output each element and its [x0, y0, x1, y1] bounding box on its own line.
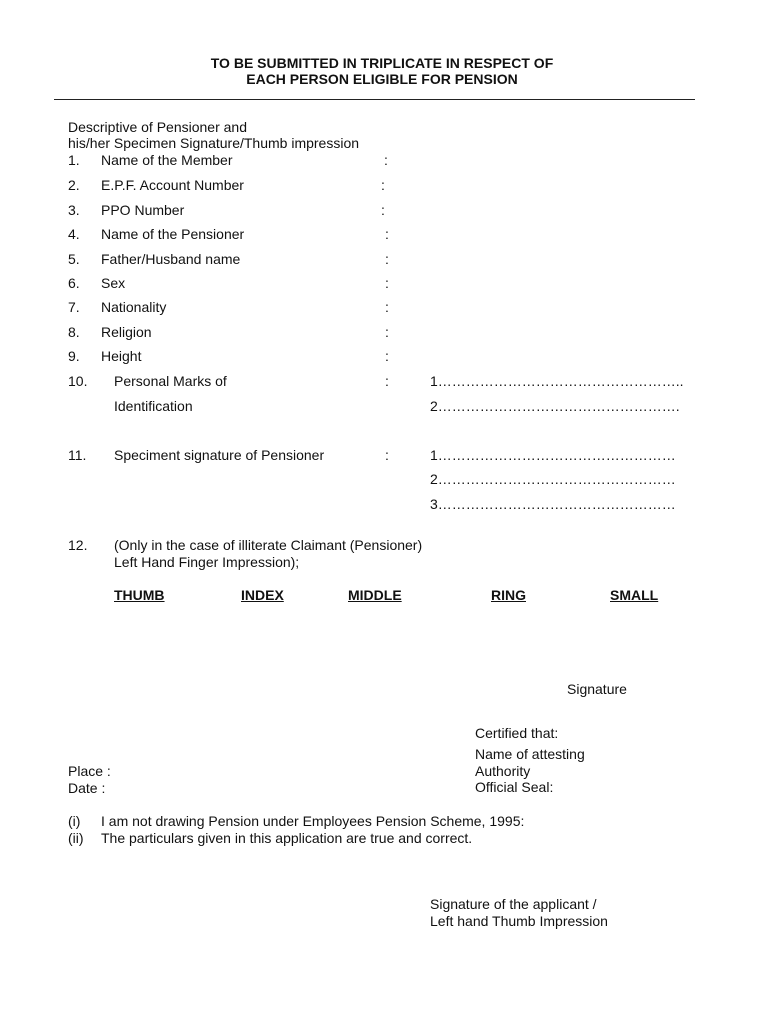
field-colon: : — [384, 152, 388, 168]
field-number: 11. — [68, 447, 87, 463]
field-number: 4. — [68, 226, 80, 242]
field-label-continued: Identification — [114, 398, 193, 414]
finger-label-small: SMALL — [610, 587, 659, 603]
field-number: 10. — [68, 373, 88, 389]
field-number: 9. — [68, 348, 80, 364]
specimen-line-3: 3…………………………………………… — [430, 496, 676, 512]
field-colon: : — [385, 447, 389, 463]
field-number: 2. — [68, 177, 80, 193]
field-colon: : — [381, 202, 385, 218]
field-label: Name of the Pensioner — [101, 226, 245, 242]
marks-line-1: 1…………………………………………….. — [430, 373, 684, 389]
certified-line3: Authority — [475, 763, 531, 779]
certified-line2: Name of attesting — [475, 746, 585, 762]
field-label: Height — [101, 348, 142, 364]
field-label: Nationality — [101, 299, 167, 315]
form-title-line1: TO BE SUBMITTED IN TRIPLICATE IN RESPECT OF — [210, 55, 554, 71]
specimen-line-2: 2…………………………………………… — [430, 471, 676, 487]
declaration-text: The particulars given in this application are true and correct. — [101, 830, 473, 846]
intro-line1: Descriptive of Pensioner and — [68, 119, 247, 135]
field-label: Religion — [101, 324, 152, 340]
finger-label-thumb: THUMB — [114, 587, 165, 603]
field-label: Personal Marks of — [114, 373, 227, 389]
field-label: Father/Husband name — [101, 251, 241, 267]
field-label: PPO Number — [101, 202, 185, 218]
marks-line-2: 2……………………………………………. — [430, 398, 680, 414]
declaration-text: I am not drawing Pension under Employees Pension Scheme, 1995: — [101, 813, 525, 829]
field-colon: : — [385, 348, 389, 364]
field-label: Name of the Member — [101, 152, 233, 168]
specimen-line-1: 1…………………………………………… — [430, 447, 676, 463]
finger-label-middle: MIDDLE — [348, 587, 402, 603]
declaration-number: (i) — [68, 813, 81, 829]
field-number: 1. — [68, 152, 80, 168]
finger-label-index: INDEX — [241, 587, 284, 603]
field-label: Sex — [101, 275, 126, 291]
field-colon: : — [381, 177, 385, 193]
field-colon: : — [385, 324, 389, 340]
certified-line4: Official Seal: — [475, 779, 554, 795]
illiterate-note-line2: Left Hand Finger Impression); — [114, 554, 300, 570]
field-number: 6. — [68, 275, 80, 291]
field-colon: : — [385, 373, 389, 389]
field-colon: : — [385, 226, 389, 242]
signature-label: Signature — [567, 681, 627, 697]
applicant-signature-line1: Signature of the applicant / — [430, 896, 597, 912]
declaration-number: (ii) — [68, 830, 84, 846]
form-title-line2: EACH PERSON ELIGIBLE FOR PENSION — [246, 71, 518, 87]
certified-line1: Certified that: — [475, 725, 559, 741]
field-label: Speciment signature of Pensioner — [114, 447, 325, 463]
field-number: 5. — [68, 251, 80, 267]
field-number: 3. — [68, 202, 80, 218]
date-label: Date : — [68, 780, 106, 796]
field-label: E.P.F. Account Number — [101, 177, 244, 193]
illiterate-note-line1: (Only in the case of illiterate Claimant (Pensioner) — [114, 537, 423, 553]
applicant-signature-line2: Left hand Thumb Impression — [430, 913, 608, 929]
intro-line2: his/her Specimen Signature/Thumb impression — [68, 135, 360, 151]
finger-label-ring: RING — [491, 587, 526, 603]
field-number: 8. — [68, 324, 80, 340]
field-number: 7. — [68, 299, 80, 315]
field-number: 12. — [68, 537, 88, 553]
place-label: Place : — [68, 763, 111, 779]
header-divider — [54, 99, 695, 100]
field-colon: : — [385, 299, 389, 315]
field-colon: : — [385, 251, 389, 267]
field-colon: : — [385, 275, 389, 291]
